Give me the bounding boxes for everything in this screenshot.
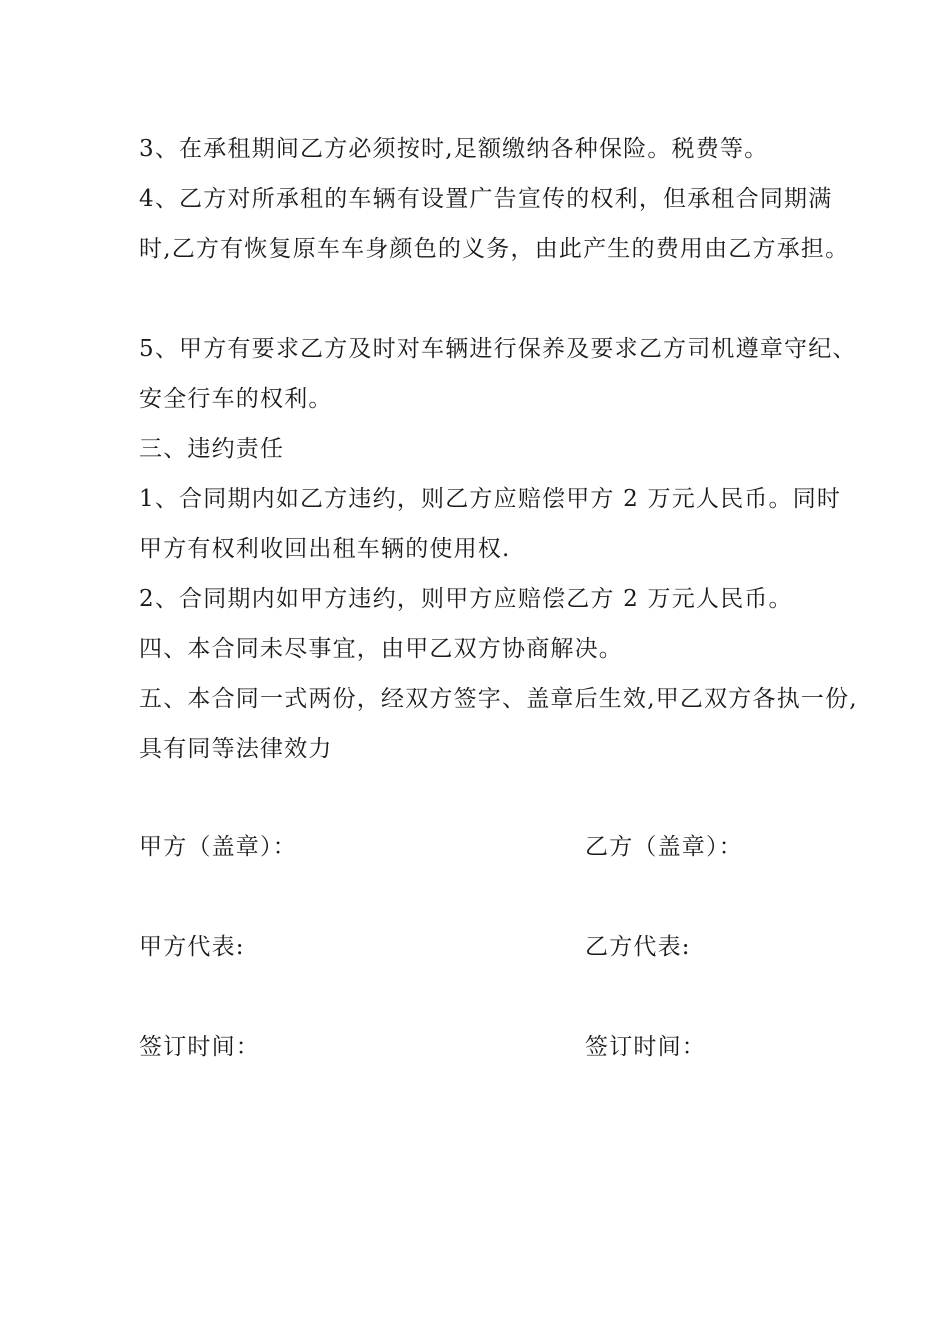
party-a-seal-label: 甲方（盖章）： bbox=[139, 834, 297, 860]
clause-4-advertising: 4、乙方对所承租的车辆有设置广告宣传的权利，但承租合同期满时,乙方有恢复原车车身颜色的义务，由此产生的费用由乙方承担。 bbox=[139, 186, 850, 262]
party-b-signing-date-label: 签订时间： bbox=[585, 1034, 706, 1060]
party-a-signing-date-label: 签订时间： bbox=[139, 1034, 260, 1060]
party-b-seal-label: 乙方（盖章）： bbox=[585, 834, 743, 860]
party-a-representative-label: 甲方代表: bbox=[139, 934, 245, 960]
section-heading-breach: 三、违约责任 bbox=[139, 436, 285, 462]
section-five-copies: 五、本合同一式两份，经双方签字、盖章后生效,甲乙双方各执一份,具有同等法律效力 bbox=[139, 686, 858, 762]
clause-5-maintenance: 5、甲方有要求乙方及时对车辆进行保养及要求乙方司机遵章守纪、安全行车的权利。 bbox=[139, 336, 857, 412]
section-four-unresolved-matters: 四、本合同未尽事宜，由甲乙双方协商解决。 bbox=[139, 636, 623, 662]
breach-clause-2: 2、合同期内如甲方违约，则甲方应赔偿乙方 2 万元人民币。 bbox=[139, 586, 793, 612]
party-b-representative-label: 乙方代表: bbox=[585, 934, 691, 960]
breach-clause-1: 1、合同期内如乙方违约，则乙方应赔偿甲方 2 万元人民币。同时甲方有权利收回出租车辆的使用权. bbox=[139, 486, 842, 562]
clause-3-insurance-taxes: 3、在承租期间乙方必须按时,足额缴纳各种保险。税费等。 bbox=[139, 136, 769, 162]
